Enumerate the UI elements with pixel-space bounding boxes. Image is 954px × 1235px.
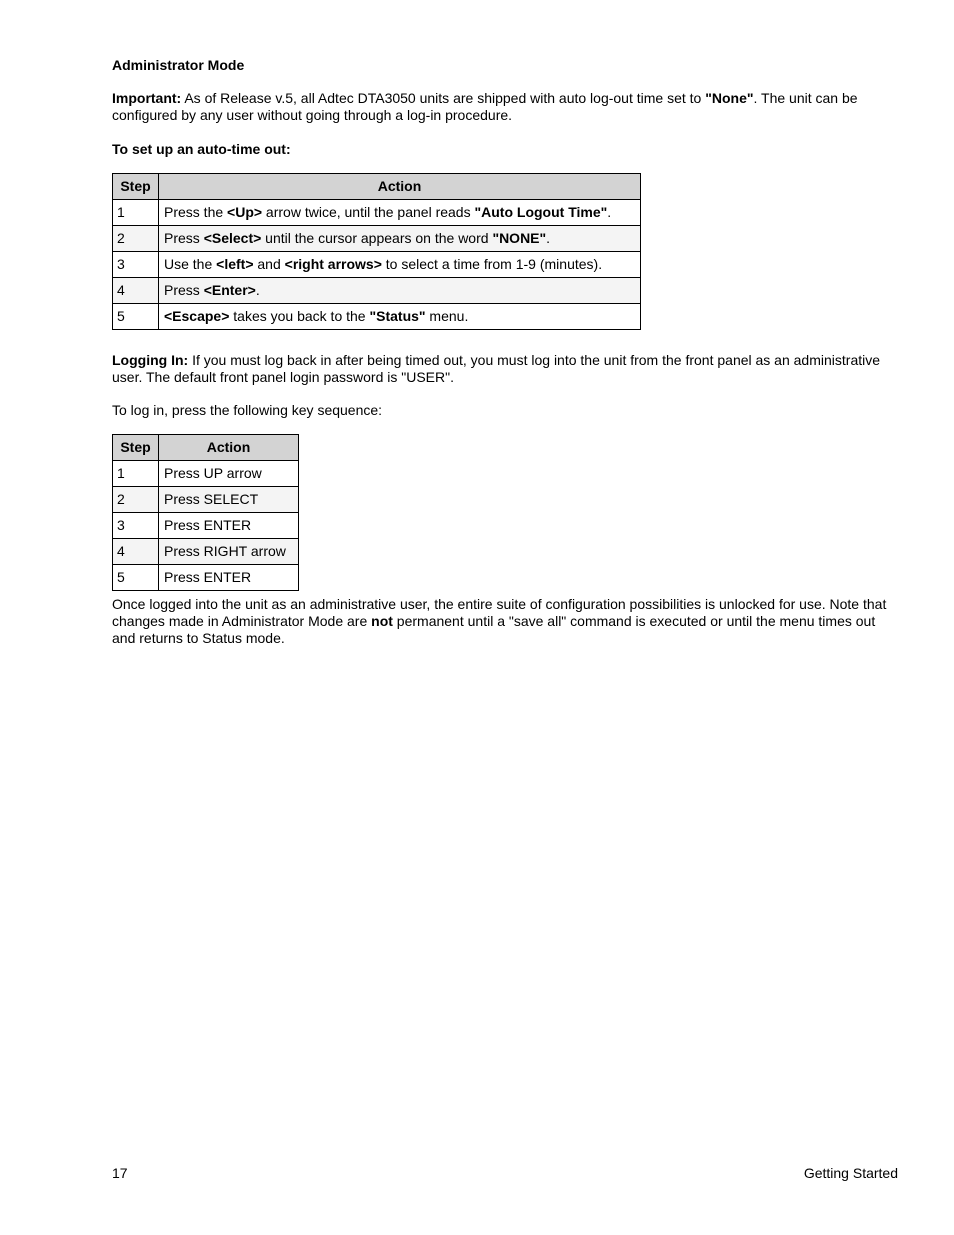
action-cell: Press the <Up> arrow twice, until the panel reads "Auto Logout Time". xyxy=(159,200,641,226)
action-cell: Use the <left> and <right arrows> to select a time from 1-9 (minutes). xyxy=(159,252,641,278)
logging-in-label: Logging In: xyxy=(112,352,189,368)
important-label: Important: xyxy=(112,90,182,106)
step-column-header: Step xyxy=(113,435,159,461)
table-row xyxy=(113,278,641,304)
table-row xyxy=(113,539,299,565)
step-column-header: Step xyxy=(113,174,159,200)
table-row xyxy=(113,304,641,330)
step-cell: 2 xyxy=(113,487,159,513)
action-column-header: Action xyxy=(159,435,299,461)
table-row xyxy=(113,252,641,278)
action-cell: Press ENTER xyxy=(159,565,299,591)
step-cell: 1 xyxy=(113,461,159,487)
table-row xyxy=(113,487,299,513)
action-cell: Press UP arrow xyxy=(159,461,299,487)
login-sequence-table xyxy=(112,434,299,591)
action-column-header: Action xyxy=(159,174,641,200)
action-cell: Press RIGHT arrow xyxy=(159,539,299,565)
action-cell: Press ENTER xyxy=(159,513,299,539)
table-row xyxy=(113,226,641,252)
footer-section-title: Getting Started xyxy=(803,1165,898,1181)
action-cell: Press <Select> until the cursor appears on the word "NONE". xyxy=(159,226,641,252)
closing-paragraph: Once logged into the unit as an administrative user, the entire suite of configuration possibilities is unlocked for use. Note that changes made in Administrator Mode are not permanent until a "save all" command is executed or until the menu times out and returns to Status mode. xyxy=(112,596,887,646)
step-cell: 5 xyxy=(113,304,159,330)
action-cell: Press <Enter>. xyxy=(159,278,641,304)
step-cell: 2 xyxy=(113,226,159,252)
table-row xyxy=(113,461,299,487)
step-cell: 1 xyxy=(113,200,159,226)
action-cell: <Escape> takes you back to the "Status" menu. xyxy=(159,304,641,330)
table-header-row xyxy=(113,174,641,200)
step-cell: 5 xyxy=(113,565,159,591)
step-cell: 3 xyxy=(113,252,159,278)
step-cell: 4 xyxy=(113,539,159,565)
important-note: Important: As of Release v.5, all Adtec DTA3050 units are shipped with auto log-out time set to "None". The unit can be configured by any user without going through a log-in procedure. xyxy=(112,90,858,123)
table-row xyxy=(113,565,299,591)
table-row xyxy=(113,513,299,539)
action-cell: Press SELECT xyxy=(159,487,299,513)
step-cell: 3 xyxy=(113,513,159,539)
page-number: 17 xyxy=(112,1165,128,1181)
step-cell: 4 xyxy=(113,278,159,304)
key-sequence-intro: To log in, press the following key sequence: xyxy=(112,402,383,418)
logging-in-paragraph: Logging In: If you must log back in after being timed out, you must log into the unit from the front panel as an administrative user. The default front panel login password is "USER". xyxy=(112,352,881,385)
auto-timeout-table xyxy=(112,173,641,330)
table-row xyxy=(113,200,641,226)
table-header-row xyxy=(113,435,299,461)
setup-heading: To set up an auto-time out: xyxy=(112,141,291,157)
section-heading: Administrator Mode xyxy=(112,57,245,73)
